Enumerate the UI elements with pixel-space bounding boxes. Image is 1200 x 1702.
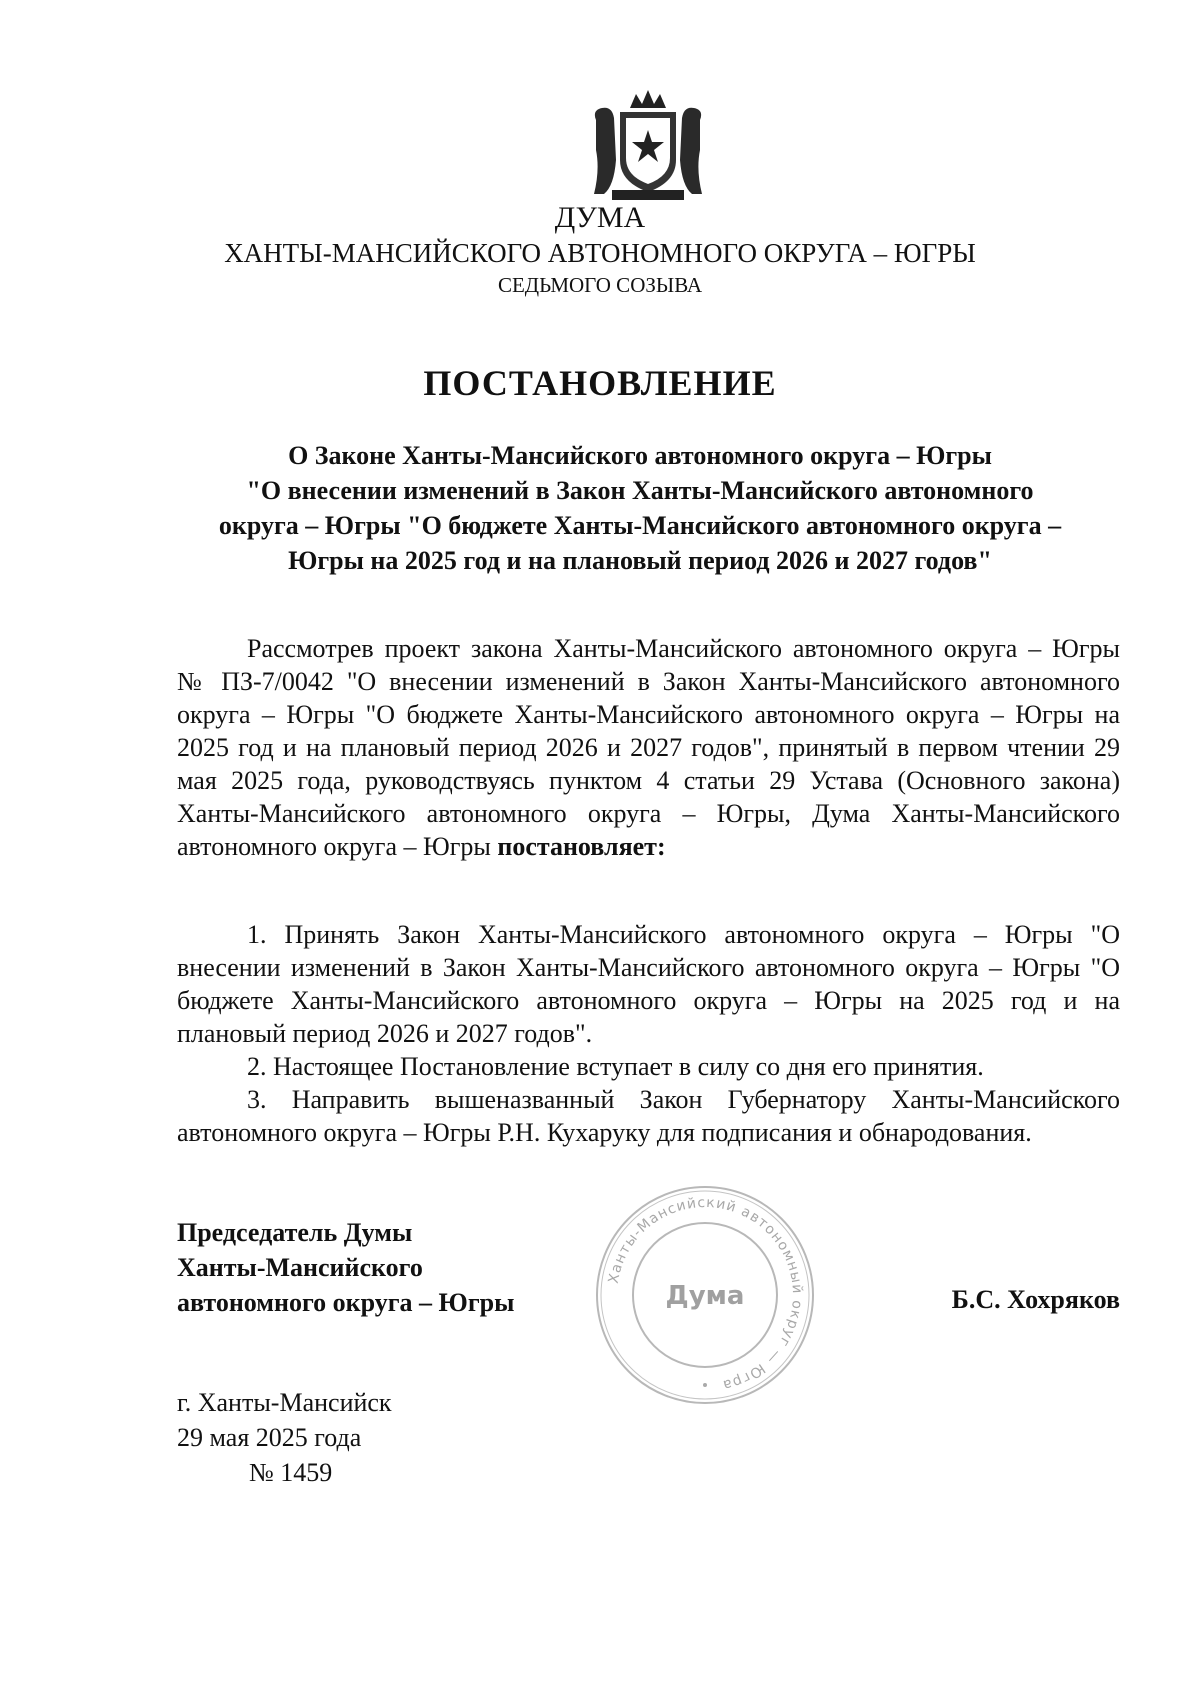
- signatory-title-line: Председатель Думы: [177, 1218, 413, 1247]
- preamble-text: Рассмотрев проект закона Ханты-Мансийского автономного округа – Югры № ПЗ-7/0042 "О внесении изменений в Закон Ханты-Мансийского автономного округа – Югры "О бюджете Ханты-Мансийского автономного округа – Югры на 2025 год и на плановый период 2026 и 2027 годов", принятый в первом чтении 29 мая 2025 года, руководствуясь пунктом 4 статьи 29 Устава (Основного закона) Ханты-Мансийского автономного округа – Югры, Дума Ханты-Мансийского автономного округа – Югры: [177, 634, 1120, 861]
- org-title: ДУМА: [554, 201, 646, 234]
- resolution-item: 1. Принять Закон Ханты-Мансийского автономного округа – Югры "О внесении изменений в Закон Ханты-Мансийского автономного округа – Югры "О бюджете Ханты-Мансийского автономного округа – Югры на 2025 год и на плановый период 2026 и 2027 годов".: [177, 920, 1120, 1048]
- signatory-title: [177, 1215, 514, 1320]
- document-body: [177, 632, 1120, 863]
- place-of-issue: г. Ханты-Мансийск: [177, 1388, 392, 1417]
- subject-line: "О внесении изменений в Закон Ханты-Мансийского автономного: [246, 476, 1034, 505]
- document-footer: [177, 1385, 392, 1490]
- resolution-items: [177, 918, 1120, 1149]
- official-seal-stamp: [590, 1180, 820, 1410]
- resolution-item: 2. Настоящее Постановление вступает в силу со дня его принятия.: [247, 1052, 984, 1081]
- document-number: № 1459: [249, 1458, 333, 1487]
- document-subject: [160, 438, 1120, 578]
- date-of-issue: 29 мая 2025 года: [177, 1423, 362, 1452]
- seal-center-text: Дума: [665, 1281, 745, 1311]
- subject-line: Югры на 2025 год и на плановый период 2026 и 2027 годов": [288, 546, 992, 575]
- convocation: СЕДЬМОГО СОЗЫВА: [497, 273, 703, 297]
- subject-line: О Законе Ханты-Мансийского автономного округа – Югры: [288, 441, 992, 470]
- seal-ring-text: Ханты-Мансийский автономный округ — Югра: [605, 1194, 806, 1394]
- signatory-name: Б.С. Хохряков: [951, 1285, 1120, 1314]
- resolves-keyword: постановляет:: [497, 832, 666, 861]
- preamble-paragraph: [177, 632, 1120, 863]
- signatory-title-line: Ханты-Мансийского: [177, 1253, 423, 1282]
- resolution-item: 3. Направить вышеназванный Закон Губернатору Ханты-Мансийского автономного округа – Югры Р.Н. Кухаруку для подписания и обнародования.: [177, 1085, 1120, 1147]
- subject-line: округа – Югры "О бюджете Ханты-Мансийского автономного округа –: [218, 511, 1062, 540]
- org-full-name: ХАНТЫ-МАНСИЙСКОГО АВТОНОМНОГО ОКРУГА – ЮГРЫ: [224, 238, 976, 268]
- signatory-title-line: автономного округа – Югры: [177, 1288, 515, 1317]
- coat-of-arms-emblem-icon: [590, 90, 706, 202]
- document-type: ПОСТАНОВЛЕНИЕ: [423, 363, 777, 403]
